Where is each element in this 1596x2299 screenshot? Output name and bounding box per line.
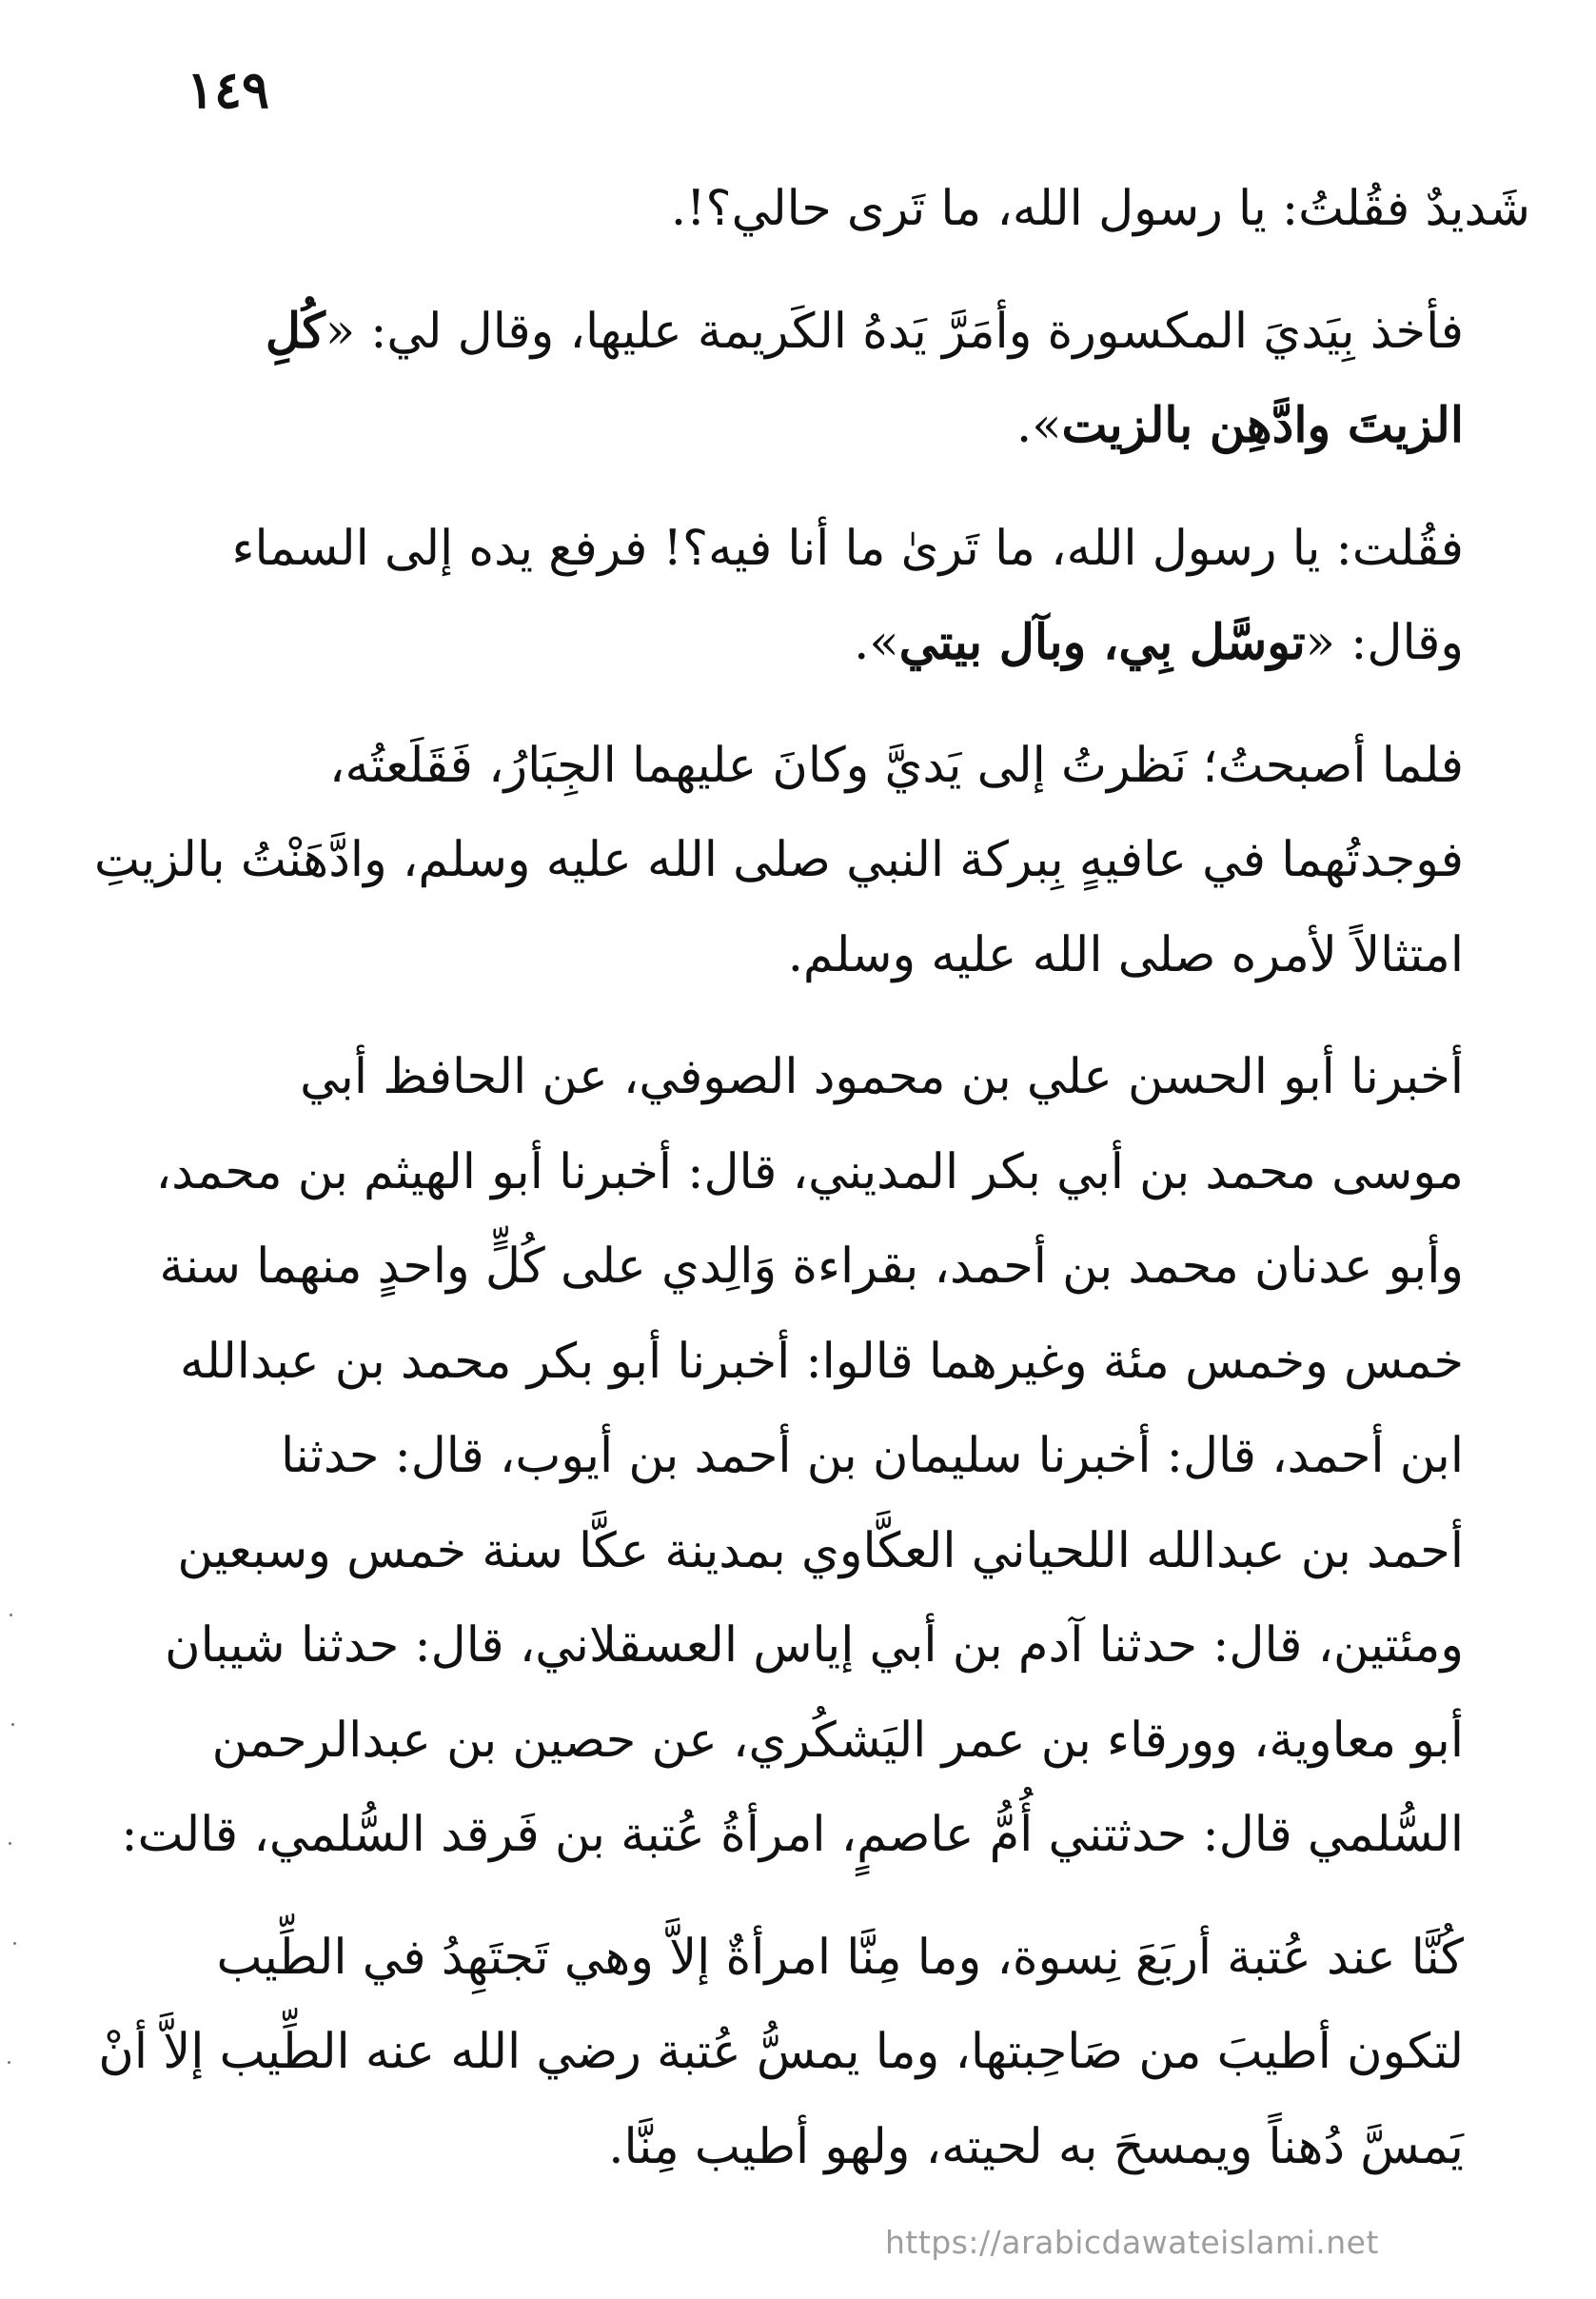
text-line (188, 379, 1530, 474)
text-run: امتثالاً لأمره صلى الله عليه وسلم. (787, 926, 1464, 983)
text-run: وقال: « (1305, 615, 1464, 671)
hadith-quote-text: توسَّل بِي، وبآل بيتي (898, 614, 1306, 671)
text-run: ». (854, 615, 899, 671)
text-run: أخبرنا أبو الحسن علي بن محمود الصوفي، عن الحافظ أبي (300, 1049, 1464, 1105)
watermark-url: https://arabicdawateislami.net (885, 2224, 1379, 2261)
text-run: كُنَّا عند عُتبة أربَعَ نِسوة، وما مِنَّا امرأةٌ إلاَّ وهي تَجتَهِدُ في الطِّيب (216, 1929, 1464, 1986)
text-line (188, 1694, 1530, 1789)
text-run: أبو معاوية، وورقاء بن عمر اليَشكُري، عن حصين بن عبدالرحمن (211, 1712, 1464, 1769)
text-line (188, 596, 1530, 691)
text-run: ومئتين، قال: حدثنا آدم بن أبي إياس العسقلاني، قال: حدثنا شيبان (165, 1617, 1464, 1674)
body-text (93, 162, 1530, 2222)
text-run: موسى محمد بن أبي بكر المديني، قال: أخبرنا أبو الهيثم بن محمد، (155, 1143, 1464, 1200)
text-run: شَديدٌ فقُلتُ: يا رسول الله، ما تَرى حالي؟!. (670, 181, 1530, 237)
paragraph (93, 719, 1530, 1003)
text-run: فلما أصبحتُ؛ نَظرتُ إلى يَديَّ وكانَ عليهما الجِبَارُ، فَقَلَعتُه، (329, 737, 1464, 794)
text-line (159, 1219, 1530, 1315)
text-line (188, 1911, 1530, 2006)
text-run: السُّلمي قال: حدثتني أُمُّ عاصمٍ، امرأةُ عُتبة بن فَرقد السُّلمي، قالت: (121, 1807, 1464, 1863)
page-number: ١٤٩ (187, 59, 270, 120)
scan-speck (9, 1842, 11, 1845)
paragraph (188, 162, 1530, 257)
text-run: فأخذ بِيَديَ المكسورة وأمَرَّ يَدهُ الكَريمة عليها، وقال لي: « (325, 303, 1464, 360)
paragraph (121, 1030, 1530, 1883)
text-line (188, 285, 1530, 380)
text-line (188, 908, 1530, 1003)
text-line (121, 1788, 1530, 1883)
paragraph (188, 285, 1530, 474)
paragraph (188, 502, 1530, 691)
hadith-quote-text: الزيتَ وادَّهِن بالزيت (1061, 397, 1464, 454)
text-line (165, 1598, 1530, 1694)
text-line (188, 1409, 1530, 1504)
text-line (180, 1315, 1530, 1410)
text-run: لتكون أطيبَ من صَاحِبتها، وما يمسُّ عُتبة رضي الله عنه الطِّيب إلاَّ أنْ (98, 2024, 1464, 2080)
scan-speck (11, 1723, 14, 1726)
text-line (188, 502, 1530, 597)
text-run: فقُلت: يا رسول الله، ما تَرىٰ ما أنا فيه؟! فرفع يده إلى السماء (231, 520, 1464, 577)
text-line (188, 1030, 1530, 1125)
text-line (155, 1125, 1530, 1220)
text-run: ابن أحمد، قال: أخبرنا سليمان بن أحمد بن أيوب، قال: حدثنا (280, 1428, 1464, 1484)
text-line (98, 2005, 1530, 2100)
scan-speck (13, 1942, 16, 1945)
text-line (177, 1504, 1530, 1599)
text-line (188, 162, 1530, 257)
text-run: يَمسَّ دُهناً ويمسحَ به لحيته، ولهو أطيب مِنَّا. (608, 2118, 1464, 2175)
text-run: خمس وخمس مئة وغيرهما قالوا: أخبرنا أبو بكر محمد بن عبدالله (180, 1333, 1464, 1390)
text-run: فوجدتُهما في عافيهٍ بِبركة النبي صلى الله عليه وسلم، وادَّهَنْتُ بالزيتِ (93, 832, 1464, 888)
scan-speck (8, 2061, 10, 2064)
text-line (93, 813, 1530, 908)
paragraph (98, 1911, 1530, 2195)
text-run: ». (1016, 398, 1062, 454)
text-line (188, 719, 1530, 814)
hadith-quote-text: كُلِ (265, 302, 325, 360)
text-run: أحمد بن عبدالله اللحياني العكَّاوي بمدينة عكَّا سنة خمس وسبعين (177, 1522, 1464, 1579)
scan-speck (10, 1614, 12, 1616)
text-line (188, 2100, 1530, 2195)
text-run: وأبو عدنان محمد بن أحمد، بقراءة وَالِدي على كُلٍّ واحدٍ منهما سنة (159, 1239, 1464, 1295)
